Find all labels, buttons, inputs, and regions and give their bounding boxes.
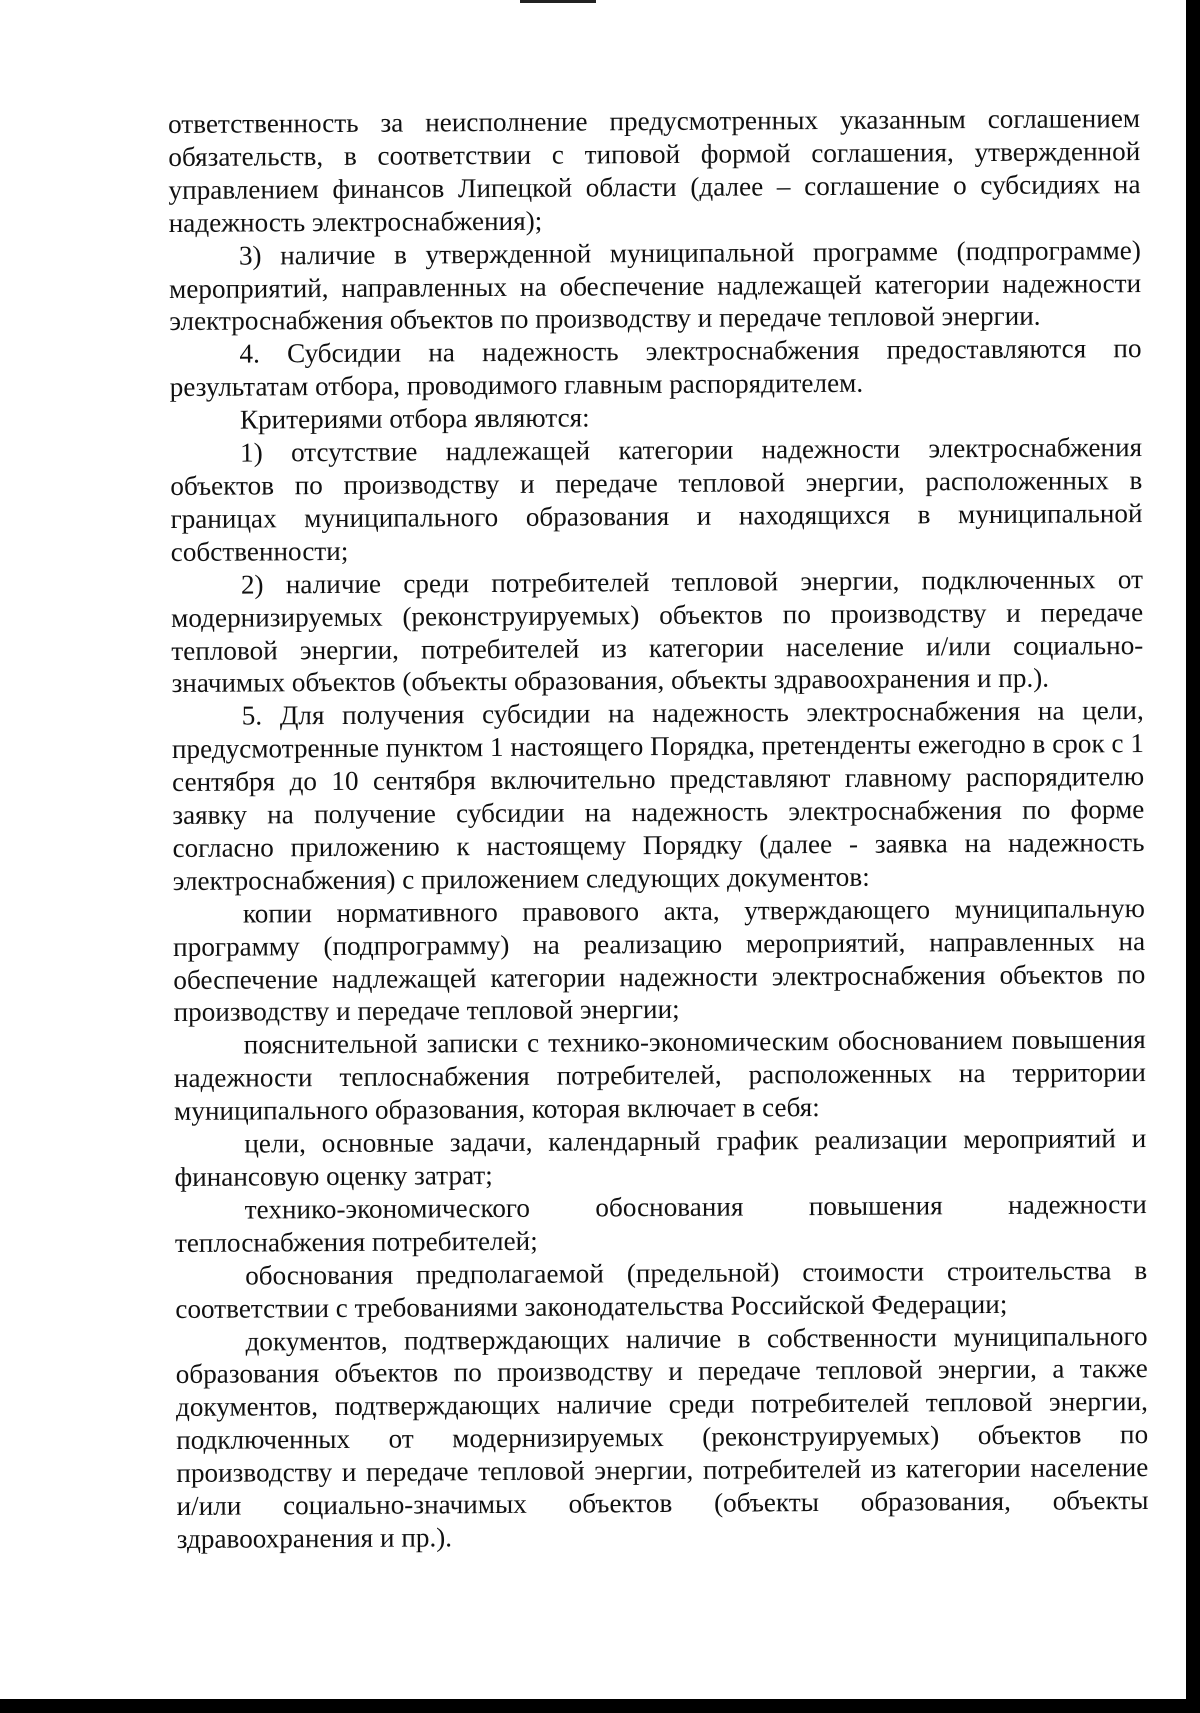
document-body (168, 102, 1149, 1556)
paragraph: 3) наличие в утвержденной муниципальной программе (подпрограмме) мероприятий, направленных на обеспечение надлежащей категории надежности электроснабжения объектов по производству и передаче тепловой энергии. (169, 234, 1142, 337)
scan-bottom-edge (0, 1699, 1200, 1713)
paragraph: 1) отсутствие надлежащей категории надежности электроснабжения объектов по производству и передаче тепловой энергии, расположенных в границах муниципального образования и находящихся в муниципальной собственности; (170, 432, 1143, 567)
paragraph: документов, подтверждающих наличие в собственности муниципального образования объектов по производству и передаче тепловой энергии, а также документов, подтверждающих наличие среди потребителей тепловой энергии, подключенных от модернизируемых (реконструируемых) объектов по производству и передаче тепловой энергии, потребителей из категории население и/или социально-значимых объектов (объекты образования, объекты здравоохранения и пр.). (175, 1320, 1149, 1554)
scan-right-edge (1186, 0, 1200, 1713)
paragraph: 2) наличие среди потребителей тепловой энергии, подключенных от модернизируемых (реконструируемых) объектов по производству и передаче тепловой энергии, потребителей из категории население и/или социально-значимых объектов (объекты образования, объекты здравоохранения и пр.). (171, 563, 1144, 699)
paragraph: пояснительной записки с технико-экономическим обоснованием повышения надежности теплоснабжения потребителей, расположенных на территории муниципального образования, которая включает в себя: (173, 1024, 1147, 1127)
paragraph: технико-экономического обоснования повышения надежности теплоснабжения потребителей; (174, 1188, 1147, 1258)
paragraph: ответственность за неисполнение предусмотренных указанным соглашением обязательств, в соответствии с типовой формой соглашения, утвержденной управлением финансов Липецкой области (далее – соглашение о субсидиях на надежность электроснабжения); (168, 103, 1141, 238)
paragraph: 5. Для получения субсидии на надежность электроснабжения на цели, предусмотренные пунктом 1 настоящего Порядка, претенденты ежегодно в срок с 1 сентября до 10 сентября включительно представляют главному распорядителю заявку на получение субсидии на надежность электроснабжения по форме согласно приложению к настоящему Порядку (далее - заявка на надежность электроснабжения) с приложением следующих документов: (171, 695, 1145, 896)
paragraph: Критериями отбора являются: (239, 402, 590, 435)
paragraph: 4. Субсидии на надежность электроснабжения предоставляются по результатам отбора, проводимого главным распорядителем. (169, 333, 1142, 403)
scan-top-mark (520, 0, 596, 3)
paragraph: цели, основные задачи, календарный график реализации мероприятий и финансовую оценку затрат; (174, 1123, 1147, 1192)
paragraph: копии нормативного правового акта, утверждающего муниципальную программу (подпрограмму) на реализацию мероприятий, направленных на обеспечение надлежащей категории надежности электроснабжения объектов по производству и передаче тепловой энергии; (173, 892, 1146, 1028)
paragraph: обоснования предполагаемой (предельной) стоимости строительства в соответствии с требованиями законодательства Российской Федерации; (175, 1254, 1148, 1324)
